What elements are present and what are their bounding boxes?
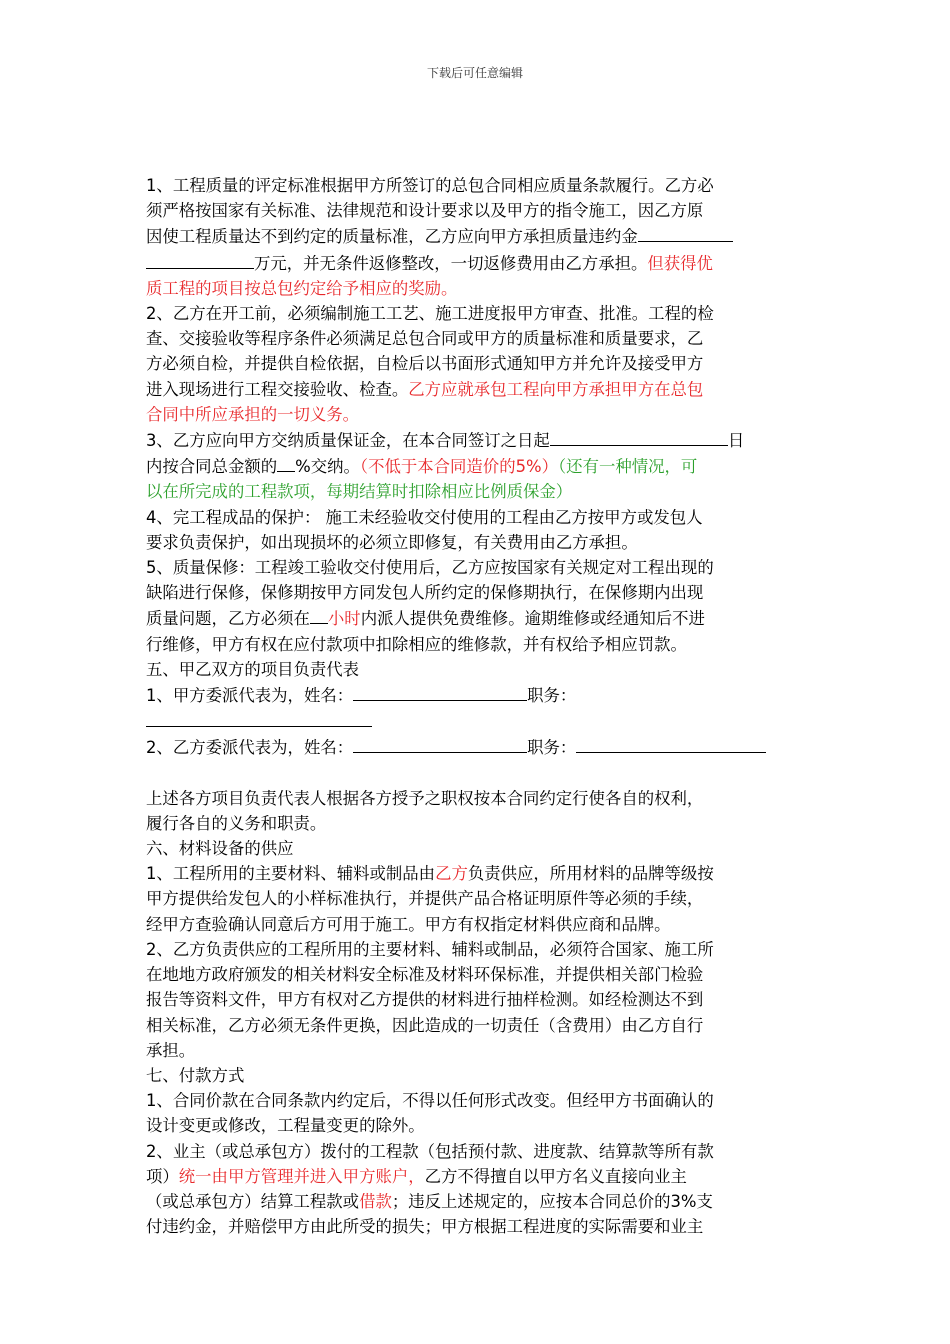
text-line — [146, 657, 816, 682]
fill-in-blank[interactable] — [576, 734, 766, 753]
body-text: ；违反上述规定的，应按本合同总价的3%支 — [391, 1191, 713, 1211]
body-text: 报告等资料文件，甲方有权对乙方提供的材料进行抽样检测。如经检测达不到 — [146, 990, 704, 1010]
body-text: 项） — [146, 1166, 179, 1186]
paragraph-gap — [146, 761, 816, 786]
body-text: 3、乙方应向甲方交纳质量保证金，在本合同签订之日起 — [146, 431, 550, 451]
fill-in-blank[interactable] — [277, 453, 295, 472]
body-text: 2、乙方委派代表为，姓名： — [146, 738, 354, 758]
body-text: 七、付款方式 — [146, 1065, 245, 1085]
body-text: 质量问题，乙方必须在 — [146, 609, 310, 629]
text-line — [146, 223, 816, 249]
text-line — [146, 351, 816, 376]
text-line — [146, 173, 816, 198]
body-text: 进入现场进行工程交接验收、检查。 — [146, 379, 409, 399]
body-text: 要求负责保护，如出现损坏的必须立即修复，有关费用由乙方承担。 — [146, 532, 638, 552]
body-text: 五、甲乙双方的项目负责代表 — [146, 659, 360, 679]
body-text: 设计变更或修改，工程量变更的除外。 — [146, 1116, 425, 1136]
body-text: 甲方提供给发包人的小样标准执行，并提供产品合格证明原件等必须的手续， — [146, 889, 704, 909]
text-line — [146, 505, 816, 530]
text-line — [146, 836, 816, 861]
text-line — [146, 962, 816, 987]
body-text: 在地地方政府颁发的相关材料安全标准及材料环保标准，并提供相关部门检验 — [146, 965, 704, 985]
text-line — [146, 453, 816, 479]
text-line — [146, 1139, 816, 1164]
body-text: 行维修，甲方有权在应付款项中扣除相应的维修款，并有权给予相应罚款。 — [146, 634, 687, 654]
body-text: %交纳。 — [295, 457, 360, 477]
text-line — [146, 632, 816, 657]
text-line — [146, 886, 816, 911]
highlight-red-text: 乙方 — [435, 864, 468, 884]
body-text: 缺陷进行保修，保修期按甲方同发包人所约定的保修期执行，在保修期内出现 — [146, 583, 704, 603]
body-text: 方必须自检，并提供自检依据，自检后以书面形式通知甲方并允许及接受甲方 — [146, 354, 704, 374]
text-line — [146, 555, 816, 580]
text-line — [146, 682, 816, 708]
text-line — [146, 301, 816, 326]
text-line — [146, 427, 816, 453]
highlight-red-text: 借款 — [359, 1191, 392, 1211]
document-body — [146, 173, 816, 1239]
text-line — [146, 580, 816, 605]
body-text: 内派人提供免费维修。逾期维修或经通知后不进 — [360, 609, 705, 629]
body-text: 职务： — [527, 686, 577, 706]
text-line — [146, 530, 816, 555]
highlight-red-text: 小时 — [327, 609, 361, 629]
fill-in-blank[interactable] — [310, 605, 328, 624]
body-text: 日 — [727, 431, 745, 451]
highlight-green-text: （还有一种情况，可 — [557, 457, 698, 477]
text-line — [146, 605, 816, 631]
body-text: 1、合同价款在合同条款内约定后，不得以任何形式改变。但经甲方书面确认的 — [146, 1091, 714, 1111]
text-line — [146, 1038, 816, 1063]
text-line — [146, 377, 816, 402]
body-text: 1、工程所用的主要材料、辅料或制品由 — [146, 864, 436, 884]
body-text: 乙方不得擅自以甲方名义直接向业主 — [424, 1166, 687, 1186]
body-text: 付违约金，并赔偿甲方由此所受的损失；甲方根据工程进度的实际需要和业主 — [146, 1217, 704, 1237]
text-line — [146, 1088, 816, 1113]
fill-in-blank[interactable] — [638, 223, 733, 242]
body-text: 职务： — [527, 738, 577, 758]
highlight-green-text: 以在所完成的工程款项，每期结算时扣除相应比例质保金） — [146, 482, 573, 502]
highlight-red-text: 质工程的项目按总包约定给予相应的奖励。 — [146, 278, 458, 298]
body-text: 1、工程质量的评定标准根据甲方所签订的总包合同相应质量条款履行。乙方必 — [146, 176, 714, 195]
text-line — [146, 1113, 816, 1138]
text-line — [146, 912, 816, 937]
text-line — [146, 1214, 816, 1239]
body-text: 5、质量保修：工程竣工验收交付使用后，乙方应按国家有关规定对工程出现的 — [146, 558, 714, 578]
body-text: 4、完工程成品的保护： 施工未经验收交付使用的工程由乙方按甲方或发包人 — [146, 507, 703, 527]
body-text: 1、甲方委派代表为，姓名： — [146, 686, 354, 706]
body-text: 负责供应，所用材料的品牌等级按 — [467, 864, 714, 884]
body-text: 经甲方查验确认同意后方可用于施工。甲方有权指定材料供应商和品牌。 — [146, 914, 671, 934]
text-line — [146, 479, 816, 504]
fill-in-blank[interactable] — [550, 427, 728, 446]
text-line — [146, 811, 816, 836]
body-text: 内按合同总金额的 — [146, 457, 278, 477]
highlight-red-text: 统一由甲方管理并进入甲方账户， — [178, 1166, 425, 1186]
body-text: 万元，并无条件返修整改，一切返修费用由乙方承担。 — [254, 253, 648, 273]
text-line — [146, 402, 816, 427]
text-line — [146, 198, 816, 223]
text-line — [146, 1189, 816, 1214]
body-text: 承担。 — [146, 1040, 196, 1060]
body-text: 因使工程质量达不到约定的质量标准，乙方应向甲方承担质量违约金 — [146, 227, 638, 247]
fill-in-blank[interactable] — [146, 250, 254, 269]
body-text: 2、乙方在开工前，必须编制施工工艺、施工进度报甲方审查、批准。工程的检 — [146, 304, 714, 324]
body-text: 上述各方项目负责代表人根据各方授予之职权按本合同约定行使各自的权利， — [146, 788, 704, 808]
text-line — [146, 786, 816, 811]
body-text: 2、乙方负责供应的工程所用的主要材料、辅料或制品，必须符合国家、施工所 — [146, 939, 714, 959]
text-line — [146, 861, 816, 886]
body-text: 履行各自的义务和职责。 — [146, 813, 327, 833]
text-line — [146, 326, 816, 351]
text-line — [146, 250, 816, 276]
highlight-red-text: 乙方应就承包工程向甲方承担甲方在总包 — [408, 379, 704, 399]
highlight-red-text: 但获得优 — [647, 253, 713, 273]
body-text: 须严格按国家有关标准、法律规范和设计要求以及甲方的指令施工，因乙方原 — [146, 201, 704, 221]
body-text: 六、材料设备的供应 — [146, 839, 294, 859]
body-text: 2、业主（或总承包方）拨付的工程款（包括预付款、进度款、结算款等所有款 — [146, 1141, 714, 1161]
text-line — [146, 1063, 816, 1088]
text-line — [146, 1013, 816, 1038]
text-line — [146, 276, 816, 301]
highlight-red-text: 合同中所应承担的一切义务。 — [146, 404, 360, 424]
text-line — [146, 1164, 816, 1189]
fill-in-blank[interactable] — [353, 682, 527, 701]
text-line — [146, 708, 816, 734]
fill-in-blank[interactable] — [146, 708, 372, 727]
text-line — [146, 987, 816, 1012]
body-text: 查、交接验收等程序条件必须满足总包合同或甲方的质量标准和质量要求，乙 — [146, 329, 704, 349]
text-line — [146, 734, 816, 760]
text-line — [146, 937, 816, 962]
body-text: 相关标准，乙方必须无条件更换，因此造成的一切责任（含费用）由乙方自行 — [146, 1015, 704, 1035]
page-header: 下载后可任意编辑 — [426, 66, 523, 80]
fill-in-blank[interactable] — [353, 734, 527, 753]
highlight-red-text: （不低于本合同造价的5%） — [359, 457, 558, 477]
body-text: （或总承包方）结算工程款或 — [146, 1191, 360, 1211]
